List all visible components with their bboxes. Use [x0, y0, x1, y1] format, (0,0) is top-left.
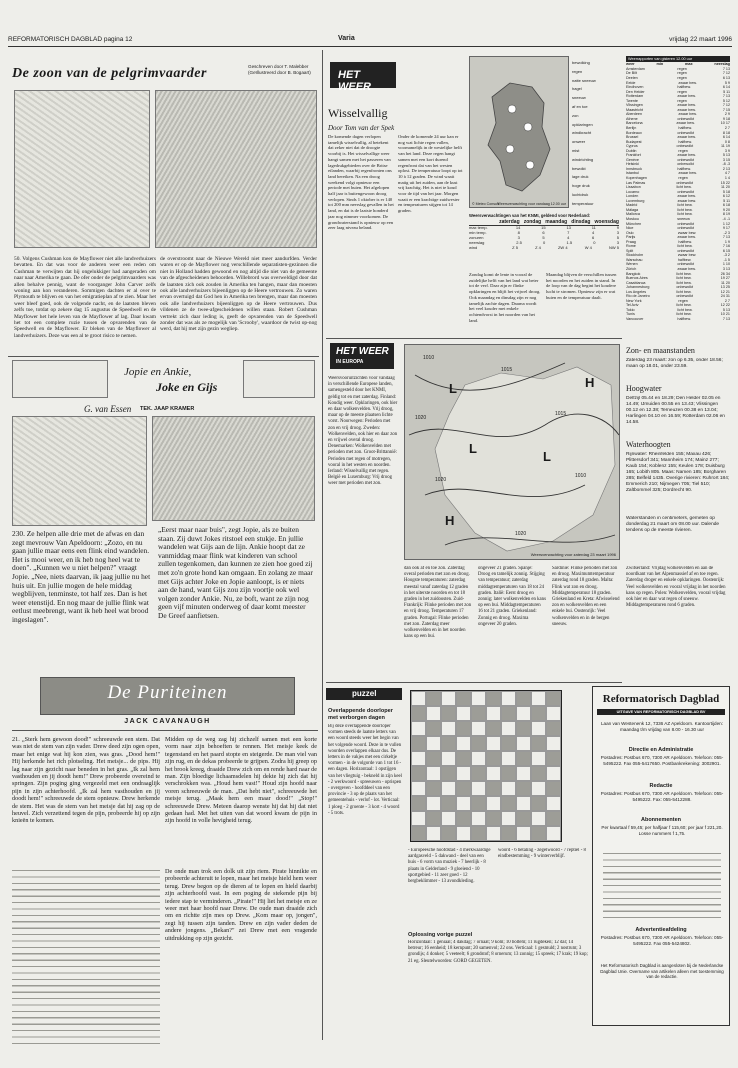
masthead-abo-title: Abonnementen — [640, 817, 682, 823]
puzzle-cell — [516, 736, 531, 751]
city-row: Málaga licht bew. 9 20 — [626, 207, 730, 212]
puzzle-cell — [546, 796, 561, 811]
legend-item: regen — [572, 68, 583, 74]
comic-panel-ship — [14, 90, 150, 248]
weather-map-nl — [469, 56, 569, 208]
puzzle-cell — [546, 691, 561, 706]
serial-text-filler-1 — [12, 868, 160, 1048]
city-row: Vlissingen zwaar bew. 7 12 — [626, 103, 730, 108]
city-row: Buenos Aires licht bew. 19 27 — [626, 276, 730, 281]
city-row: Frankfort zwaar bew. 5 13 — [626, 153, 730, 158]
city-row: Budapest halfbew. 0 8 — [626, 139, 730, 144]
puzzle-cell — [501, 781, 516, 796]
city-row: Genève onbewolkt 3 15 — [626, 157, 730, 162]
divider — [8, 356, 319, 357]
isobar-label: 1020 — [515, 531, 527, 537]
isobar-label: 1010 — [575, 473, 587, 479]
puzzle-cell — [531, 781, 546, 796]
puzzle-cell — [531, 766, 546, 781]
city-row: Berlijn halfbew. 2 7 — [626, 126, 730, 131]
serial-text-column-1: 21. „Sterk hem gewoon dood!" schreeuwde een stem. Dat was niet de stem van zijn vader. Drew deed zijn ogen open, maar het enige wat hij kon zien, was gras. „Dood hem!" Hij herkende het rich plotseling. Het meisje... de pips. Hij lag naar zijn gezicht naar beneden in het gras. „Ik zal hem vasthouden en jij doodt hem!" Drew probeerde overeind te springen. Zijn poging ging vergezeld met een ondraaglijk pijn in zijn achterhoofd. „Ik zal hem vasthouden en jij doodt hem!" schreeuwde de stem opnieuw. Drew herkende de stem. Het was de stem van het meisje dat hij zag op de heuvel. Zich verzettend tegen de pijn, probeerde hij op zijn knieën te komen. — [12, 736, 160, 825]
serial-title: De Puriteinen — [107, 682, 228, 703]
city-row: Rotterdam zwaar bew. 7 13 — [626, 94, 730, 99]
comic2-panel-street — [152, 416, 315, 521]
city-row: Lissabon licht bew. 11 20 — [626, 185, 730, 190]
puzzle-cell — [471, 706, 486, 721]
divider — [326, 338, 622, 339]
masthead-red-text: Postadres: Postbus 670, 7300 AR Apeldoorn. Telefoon: 055-5495222. Fax: 055-5412288. — [600, 791, 724, 802]
europe-weather-map — [404, 344, 620, 560]
puzzle-cell — [546, 766, 561, 781]
puzzle-cell — [501, 721, 516, 736]
comic-banner-art-left — [12, 360, 108, 398]
city-table-title: Weerrapporten van gisteren 12.00 uur — [626, 56, 730, 62]
puzzle-cell — [426, 706, 441, 721]
masthead-address: Laan van Westenenk 12, 7336 AZ Apeldoorn. Kantoortijden: maandag t/m vrijdag van 8.00 - 16.30 uur — [601, 721, 723, 732]
puzzle-cell — [501, 766, 516, 781]
forecast-row: neerslag 2.5 0 1.5 0 3 — [469, 239, 619, 245]
puzzle-cell — [441, 706, 456, 721]
puzzle-cell — [501, 826, 516, 841]
legend-item: sneeuw — [572, 95, 586, 101]
puzzle-cell — [456, 826, 471, 841]
weather-byline: Door Tom van der Spek — [328, 124, 395, 132]
city-weather-table — [626, 56, 730, 344]
puzzle-cell — [531, 721, 546, 736]
city-row: Barcelona zwaar bew. 10 17 — [626, 121, 730, 126]
puzzle-cell — [456, 781, 471, 796]
sun-text: Zaterdag 23 maart: zon op 6.35, onder 18.56; maan op 18.01, onder 23.59. — [626, 358, 723, 369]
forecast-day: woensdag — [594, 218, 619, 225]
legend-item: zon — [572, 112, 579, 118]
forecast-day: zaterdag — [499, 218, 520, 225]
pressure-low: L — [469, 441, 477, 456]
puzzle-cell — [411, 721, 426, 736]
header-paper-page: REFORMATORISCH DAGBLAD pagina 12 — [8, 36, 133, 43]
puzzle-text-column-2: - Europeesche hoofdstad - 4 merkwaardige aardgasveld - 5 dakwand - deel van een huis - 6 vorm van muziek - 7 heerlijk - 8 plaats in Gelderland - 9 gloeiend - 10 sportgebied - 11 zeer goed - 12 bergbeklimmer - 13 avondkleding. — [408, 848, 491, 885]
legend-item: natte sneeuw — [572, 77, 596, 83]
city-row: Las Palmas onbewolkt 15 22 — [626, 180, 730, 185]
puzzle-cell — [426, 721, 441, 736]
city-row: De Bilt regen 7 12 — [626, 71, 730, 76]
puzzle-cell — [426, 796, 441, 811]
puzzle-cell — [411, 736, 426, 751]
puzzle-cell — [486, 721, 501, 736]
comic-panel-crowd — [155, 90, 317, 248]
puzzle-cell — [411, 706, 426, 721]
puzzle-cell — [471, 781, 486, 796]
city-row: Oslo zwaar bew. -2 3 — [626, 230, 730, 235]
puzzle-cell — [411, 781, 426, 796]
puzzle-cell — [486, 706, 501, 721]
city-row: Tel Aviv licht bew. 12 22 — [626, 303, 730, 308]
puzzle-cell — [426, 766, 441, 781]
puzzle-cell — [546, 781, 561, 796]
puzzle-cell — [531, 736, 546, 751]
knmi-forecast-table — [469, 214, 619, 250]
comic-text-column-1: 50. Volgens Cushman kon de Mayflower niet alle landverhuizers bevatten. En dat was voor de anderen weer een reden om Cushman te verwijten dat hij ongelukkiger had aangeraden om naar naar Amerika te gaan. De ofer onder de pelgrimvaarders was allen behalve pennig, want de voorganger John Carver zelfs woning aan kon veranderen. Sommigen dachten er al over te Plymouth te blijven en van het emigratieplan af te zien. Maar het weer bleef goed, ook de volgende nacht, en de laatsten bleven zelfs toe, totdat op zekere dag 15 augustus de Speedwell en de Mayflower het hele leven van de Mayflower af lag. Daar kwam het tot een complete ruzie tussen de opvarenden van de Speedwell en de Mayflower. Er bleken van de Mayflower al landverhuizers. Deze was een al te groot risico te nemen. — [14, 256, 156, 339]
europe-text-column-5: Zwitserland: Vrijdag wolkenvelden en aan de noordkant van het Alpenmassief af en toe regen. Zaterdag droger en enkele opklaringen. Oostenrijk: Veel wolkenvelden en vooral vrijdag in het noorden kans op regen. Polen: Wolkenvelden, vooral vrijdag ook hier en daar wat regen of sneeuw. Middagtemperaturen rond 6 graden. — [626, 566, 726, 609]
forecast-day: zondag — [523, 218, 542, 225]
comic2-credit-author: G. van Essen — [84, 404, 132, 414]
puzzle-cell — [471, 721, 486, 736]
city-row: Luxemburg zwaar bew. 5 11 — [626, 198, 730, 203]
puzzle-cell — [456, 811, 471, 826]
puzzle-cell — [531, 811, 546, 826]
city-row: Stockholm zwaar bew. -3 2 — [626, 253, 730, 258]
serial-author: JACK CAVANAUGH — [124, 718, 211, 725]
isobar-label: 1015 — [501, 367, 513, 373]
europe-map-caption: Weersverwachting voor zaterdag 23 maart 1996 — [530, 552, 616, 557]
puzzle-cell — [471, 796, 486, 811]
comic2-panel-portrait — [12, 416, 147, 526]
puzzle-cell — [471, 766, 486, 781]
city-row: Warschau halfbew. -1 5 — [626, 257, 730, 262]
isobar-label: 1020 — [415, 415, 427, 421]
puzzle-cell — [471, 736, 486, 751]
puzzle-cell — [411, 691, 426, 706]
comic-text-column-2: de overstroomt naar de Nieuwe Wereld niet meer aandurfden. Verder waren er op de Mayflower nog verschillende separatisten-gezinnen die niet in Holland hadden gewoond en nog altijd die niet van de gemeente van de afgescheidenen behoorden. Willebrord was overweldigd door dat de laatsten zich ook zouden in Amerika ten hangen, maar dan moesten ook alle landverhuizers bijeenliggen op de Heere vertrouwen. Zo waren ervan overtuigd dat God hen in Amerika ten brengen, maar dan moesten ook alle landverhuizers bijeenliggen op de Heere vertrouwen. Dus vildenen ze de twee-afgescheidenen willen staan. Robert Cushman vertrekt zich daar leding is, geeft de opvarenden van de Speedwell zonder dat was als ze mogelijk van 'Scrooby', waardoor de twist op-nog werd, dat hij met zijn gezin wegliep. — [160, 256, 317, 333]
city-row: Cyprus onbewolkt 11 19 — [626, 144, 730, 149]
puzzle-cell — [426, 736, 441, 751]
water-levels-text: Rijnwater: Rheinfelden 155; Maxau 426; Plittersdorf 341; Mannheim 174; Mainz 277; Kaub 154; Koblenz 155; Keulen 178; Duisburg 165; Lobith 805. Maas: Namen 185; Borgharen 285; Belfeld 1435. Overige rivieren: Ruhrort 184; Emmerich 210; Nijmegen 705; Tiel 510; Zaltbommel 325; Dordrecht 90. — [626, 452, 730, 493]
legend-item: af en toe — [572, 103, 588, 109]
city-row: Den Helder regen 5 11 — [626, 89, 730, 94]
city-row: Eindhoven halfbew. 6 14 — [626, 85, 730, 90]
city-row: Londen zwaar bew. 6 12 — [626, 194, 730, 199]
legend-item: opklaringen — [572, 121, 593, 127]
comic-credit: Geschreven door T. Malebber (Geïllustreerd door B. Bogaart) — [248, 64, 311, 75]
city-row: Kopenhagen regen 1 4 — [626, 176, 730, 181]
masthead-dir-title: Directie en Administratie — [628, 747, 694, 753]
nl-map-graphic — [470, 57, 570, 209]
puzzle-cell — [456, 736, 471, 751]
puzzle-cell — [516, 751, 531, 766]
serial-text-column-3: De onde man trok een dolk uit zijn riem. Pirate hinnikte en probeerde achteruit te lopen, maar het meisje hield hem weer terug. Drew begon op de dieren af te lopen en hield daarbij zijn achterhoofd vast. In een poging de stekende pijn bij iedere stap te verminderen. „Pirate!" Hij liet het meisje en ze weer met haar hoofd naar Drew. De oude man draaide zich om en richtte zijn mes op Drew. „Kom maar op, jongen", zegt hij tussen zijn tanden. Drew en zijn vader deden de andere jongens. „Bekan?" zei Drew met een vragende uitdrukking op zijn gezicht. — [165, 868, 317, 942]
city-row: Johannesburg onbewolkt 13 25 — [626, 285, 730, 290]
city-row: Amsterdam regen 7 13 — [626, 66, 730, 71]
city-row: Zürich zwaar bew. 3 13 — [626, 266, 730, 271]
puzzle-cell — [441, 736, 456, 751]
city-table-body — [626, 67, 730, 322]
legend-item: hagel — [572, 86, 582, 92]
europe-text-column-3: ongeveer 21 graden. Spanje: Droog en tamelijk zonnig. Stijging van temperatuur; zaterdag middagtemperaturen van 18 tot 24 graden. Italië: Eerst droog en zonnig; later wolkenvelden en kans op een bui. Middagtemperaturen 16 tot 21 graden. Griekenland: Zonnig en droog. Maxima ongeveer 20 graden. — [478, 566, 546, 627]
puzzle-cell — [516, 826, 531, 841]
water-levels-note: Waterstanden in centimeters, gemeten op donderdag 21 maart om 08.00 uur. Dalende tendens op de meeste rivieren. — [626, 516, 720, 533]
city-row: München onbewolkt 1 12 — [626, 221, 730, 226]
weather-title: Wisselvallig — [328, 106, 388, 120]
city-row: Dublin regen 3 9 — [626, 148, 730, 153]
city-row: Nice onbewolkt 9 17 — [626, 226, 730, 231]
city-row: Rome licht bew. 7 16 — [626, 244, 730, 249]
puzzle-cell — [546, 736, 561, 751]
water-levels-title: Waterhoogten — [626, 440, 671, 449]
puzzle-cell — [456, 721, 471, 736]
city-row: Eelde zwaar bew. 5 9 — [626, 80, 730, 85]
puzzle-cell — [441, 721, 456, 736]
puzzle-cell — [486, 811, 501, 826]
puzzle-cell — [441, 691, 456, 706]
page-header — [8, 36, 732, 47]
puzzle-cell — [426, 751, 441, 766]
puzzle-cell — [486, 736, 501, 751]
city-row: Aberdeen zwaar bew. 2 9 — [626, 112, 730, 117]
puzzle-cell — [486, 796, 501, 811]
legend-item: windrichting — [572, 156, 594, 162]
city-row: Innsbruck halfbew. 2 13 — [626, 166, 730, 171]
city-row: Locarno onbewolkt 5 18 — [626, 189, 730, 194]
europe-badge-label: HET WEER — [336, 346, 389, 357]
weather-text-column-1: De komende dagen verlopen tamelijk wisselvallig, al betekent dat zeker niet dat de droogte voorbij is. Het wisselvallige weer hangt samen met het passeren van lagedrukgebieden over de Britse eilanden, waarbij regenfronten ons land bereiken. Na een droog weekend volgt opnieuw een periode met buien. Het afgelopen half jaar is buitengewoon droog verlopen. Sinds 1 oktober is er 140 tot 200 mm neerslag gevallen in het land, en dat is de laatste honderd jaar nog nimmer voorkomen. De grondwaterstand is opnieuw op een zeer laag niveau beland. — [328, 134, 394, 231]
city-row: Bordeaux onbewolkt 8 18 — [626, 130, 730, 135]
puzzle-cell — [471, 751, 486, 766]
divider — [12, 730, 318, 731]
puzzle-cell — [486, 766, 501, 781]
comic2-credit-art: TEK. JAAP KRAMER — [140, 406, 195, 412]
masthead-box — [592, 686, 730, 1026]
puzzle-cell — [501, 751, 516, 766]
puzzle-cell — [441, 766, 456, 781]
city-row: Tokio licht bew. 5 13 — [626, 307, 730, 312]
puzzle-cell — [516, 691, 531, 706]
puzzle-cell — [441, 781, 456, 796]
puzzle-cell — [531, 751, 546, 766]
serial-banner — [40, 677, 295, 715]
puzzle-cell — [456, 691, 471, 706]
pressure-high: H — [445, 513, 455, 528]
city-row: Twente regen 5 12 — [626, 98, 730, 103]
legend-item: hoge druk — [572, 183, 590, 189]
header-section: Varia — [338, 35, 355, 42]
puzzle-cell — [531, 796, 546, 811]
masthead-adv-text: Postadres: Postbus 670, 7300 AR Apeldoorn. Telefoon: 055-5495222. Fax 055-5424802. — [600, 935, 724, 946]
masthead-dir-text: Postadres: Postbus 670, 7300 AR Apeldoorn. Telefoon: 055-5495222. Fax 055-5417650. Postbankrekening: 3002901. — [600, 755, 724, 766]
puzzle-cell — [411, 796, 426, 811]
legend-item: mist — [572, 147, 580, 153]
city-row: Vancouver halfbew. 7 13 — [626, 316, 730, 321]
puzzle-cell — [441, 751, 456, 766]
tide-title: Hoogwater — [626, 384, 662, 393]
puzzle-cell — [501, 706, 516, 721]
legend-item: luchtdruk — [572, 191, 589, 197]
masthead-foot-text: Het Reformatorisch Dagblad is aangesloten bij de Nederlandse Dagblad Unie. Overname van artikelen alleen met toestemming van de redactie. — [600, 963, 724, 980]
city-row: Los Angeles licht bew. 12 21 — [626, 289, 730, 294]
comic2-text-column-2: „Eerst maar naar buis", zegt Jopie, als ze buiten staan. Zij duwt Jokes ritstoel een stukje. En jullie wandelen wat Gijs aan de lijn. Ankie hoopt dat ze vanmiddag maar flink wat kinderen van school zullen tegenkomen, dan kunnen ze zien hoe goed zij met zo'n grote hond kan omgaan. En zolang ze maar met Gijs achter Joke en Jopie aanloopt, is er niets aan de hand, want Gijs zou zijn voortje ook wel volgen zonder Ankie. Nu, ze boft, want ze zijn nog geen vijf minuten onderweg of daar komt meester De Greef aanfietsen. — [158, 526, 313, 620]
legend-item: windkracht — [572, 130, 592, 136]
comic2-text-column-1: 230. Ze helpen alle drie met de afwas en dan zegt mevrouw Van Apeldoorn: „Zozo, en nu gaan jullie maar eens een flink eind wandelen. Het is mooi weer, en ik heb nog heel wat te doen". „Kunnen we u niet helpen?" vraagt Jopie. „Nee, niets daarvan, ik jaag jullie nu het huis uit. En jullie mogen de hele middag wegblijven, tenminste, tot half zes. Dan is het weer etenstijd. En nog maar de jullie flink wat eetlust meebrengt, want ik heb heel wat brood ingeslagen". — [12, 530, 151, 624]
isobar-label: 1015 — [555, 411, 567, 417]
puzzle-cell — [486, 751, 501, 766]
europe-text-column-1: Weersvooruitzichten voor vandaag in verschillende Europese landen, samengesteld door het KNMI, geldig tot en met zaterdag. Finland: Koudig weer. Opklaringen, ook hier en daar wolkenvelden. Vrij droog, maar op de meeste plaatsen lichte vorst. Noorwegen: Perioden met zon en vrij droog. Zweden: Wolkenvelden, ook hier en daar zon en vrijwel overal droog. Denemarken: Wolkenvelden met perioden met zon. Groot-Brittannië: Perioden met regen of motregen, vooral in het westen en noorden. Ierland: Wisselvallig met regen. België en Luxemburg: Vrij droog weer met perioden met zon. — [328, 376, 398, 487]
puzzle-cell — [456, 706, 471, 721]
puzzle-cell — [501, 811, 516, 826]
puzzle-cell — [516, 796, 531, 811]
legend-item: temperatuur — [572, 200, 594, 206]
puzzle-cell — [516, 721, 531, 736]
puzzle-cell — [546, 751, 561, 766]
puzzle-cell — [546, 826, 561, 841]
forecast-day: dinsdag — [571, 218, 591, 225]
tide-text: Delfzijl 05.44 en 18.29; Den Helder 02.05 en 14.49; IJmuiden 00.55 en 13.43; Vlissingen 00.12 en 12.38; Terneuzen 00.38 en 13.04; Harlingen 04.10 en 16.59; Rotterdam 02.06 en 14.58. — [626, 396, 725, 425]
puzzle-text-column-1: Bij deze overlappende doorloper vormen steeds de laatste letters van een woord steeds weer het begin van het volgende woord. Deze in te vullen woorden overlappen elkaar dus. De letters in de vakjes met een cirkeltje vormen - in de volgorde van 1 tot 16 - een dagen. Horizontaal: 1 opstijgen van het vliegtuig - bekneld in zijn keel - 2 werkwoord - spreeuwen - oprispen - overgeven - hoofddeel van een provincie - 3 op de plaats van het gemeentehuis - verlof - lot. Verticaal: 1 ploeg - 2 groente - 3 kort - 4 woord - 5 trots. — [328, 724, 402, 816]
city-row: Parijs zwaar bew. 7 13 — [626, 235, 730, 240]
puzzle-cell — [516, 766, 531, 781]
masthead-adv-title: Advertentieafdeling — [635, 927, 687, 933]
puzzle-cell — [441, 796, 456, 811]
comic2-title-line-1: Jopie en Ankie, — [124, 366, 192, 378]
puzzle-grid — [410, 690, 562, 842]
puzzle-cell — [456, 751, 471, 766]
comic2-title-line-2: Joke en Gijs — [156, 380, 218, 394]
city-row: Brussel zwaar bew. 6 14 — [626, 135, 730, 140]
city-row: Bangkok licht bew. 26 34 — [626, 271, 730, 276]
masthead-tagline: UITGAVE VAN REFORMATORISCH DAGBLAD BV — [597, 709, 725, 715]
forecast-row: zonuren 3 5 4 6 5 — [469, 234, 619, 240]
weather-legend — [572, 60, 618, 210]
masthead-abo-text: Per kwartaal f 59,45; per halfjaar f 115,60; per jaar f 221,20. Losse nummers f 1,75. — [601, 825, 723, 836]
legend-item: onweer — [572, 139, 586, 145]
europe-badge — [330, 343, 394, 369]
puzzle-cell — [426, 691, 441, 706]
puzzle-cell — [486, 826, 501, 841]
weather-badge — [330, 62, 396, 93]
puzzle-cell — [441, 826, 456, 841]
puzzle-cell — [441, 811, 456, 826]
puzzle-cell — [426, 826, 441, 841]
puzzle-cell — [471, 811, 486, 826]
forecast-row: min temp. 8 6 7 4 3 — [469, 229, 619, 235]
city-row: Moskou sneeuw -4 -1 — [626, 216, 730, 221]
puzzle-cell — [486, 781, 501, 796]
city-row: Athene onbewolkt 9 18 — [626, 116, 730, 121]
europe-text-column-2: dan ook af en toe zon. Zaterdag overal perioden met zon en droog. Hoogste temperaturen: zaterdag meestal vanaf zaterdag 12 graden in het uiterste noorden en tot 18 graden in het zuidoosten. Zuid-Frankrijk: Flinke perioden met zon en vrij droog. Temperaturen 17 graden. Portugal: Flinke perioden met zon. Zaterdag meer wolkenvelden en in het noorden kans op een bui. — [404, 566, 472, 640]
serial-text-column-2: Midden op de weg zag hij zichzelf samen met een korte vorm naar zijn behoeften te rennen. Het meisje keek de tegenstand en het paard stopte en steigerde. De man viel van zijn rug, en de dekas probeerde te grijpen. Zodra hij greep op het brook kreeg, draaide Drew zich om en rende hard naar de man. Zijn bloedige lichaamsdelen hij dekte hij zich dat hij verschrokken was. „Houd hem vast!" Houd zijn hoofd naar voren schreeuwde de man. „Dat hebt niet", schreeuwde het meisje terug. „Maak hem een maar dood!" „Stop!" schreeuwde Drew. Meteen daarop wenste hij dat hij dat niet gedaan had. Met het uiten van dat woord kwam de pijn in zijn hoofd in volle hevigheid terug. — [165, 736, 317, 825]
puzzle-cell — [486, 691, 501, 706]
puzzle-cell — [546, 721, 561, 736]
city-row: Istanbul zwaar bew. 4 7 — [626, 171, 730, 176]
pressure-low: L — [449, 381, 457, 396]
header-date: vrijdag 22 maart 1996 — [669, 36, 732, 43]
puzzle-cell — [456, 766, 471, 781]
city-row: New York regen 2 7 — [626, 298, 730, 303]
puzzle-cell — [501, 736, 516, 751]
city-row: Wenen onbewolkt 1 10 — [626, 262, 730, 267]
masthead-title: Reformatorisch Dagblad — [602, 693, 720, 705]
puzzle-cell — [426, 811, 441, 826]
puzzle-cell — [411, 826, 426, 841]
weather-map-credit: © Meteo Consult — [472, 202, 499, 206]
city-row: Deelen regen 6 13 — [626, 76, 730, 80]
weather-map-caption: Weersverwachting voor vandaag 12.00 uur — [497, 202, 566, 206]
puzzle-cell — [546, 706, 561, 721]
puzzle-cell — [516, 781, 531, 796]
puzzle-cell — [531, 691, 546, 706]
weather-text-column-4: Maandag blijven de verschillen tussen het noorden en het zuiden in stand. In de loop van de dag begint het koudere lucht te stromen. Opnieuw zijn er wat buien en de temperatuur daalt. — [546, 272, 617, 300]
masthead-filler — [603, 851, 721, 921]
puzzle-cell — [456, 796, 471, 811]
city-row: Split onbewolkt 6 15 — [626, 248, 730, 253]
pressure-high: H — [585, 375, 595, 390]
puzzle-cell — [501, 691, 516, 706]
isobar-label: 1020 — [435, 477, 447, 483]
city-row: Praag halfbew. 1 9 — [626, 239, 730, 244]
weather-text-column-2: Onder de komende 24 uur kan er nog wat lichte regen vallen, voornamelijk in de westelijke helft van het land. Deze regen hangt samen met een kort durend regenfront dat van het westen oplost. De temperatuur loopt op tot 10 à 12 graden. De wind waait matig uit het zuiden, aan de kust vrij krachtig. Het is niet te koud voor de tijd van het jaar. Morgen waait er een krachtige zuidwester en temperaturen stijgen tot 14 graden. — [398, 134, 463, 214]
puzzle-cell — [471, 826, 486, 841]
isobar-label: 1010 — [423, 355, 435, 361]
puzzle-text-column-3: woord - 6 betaling - zegelwoord - 7 reptiel - 8 eindbestemming - 9 winterverblijf. — [498, 848, 586, 860]
city-row: Tunis licht bew. 10 21 — [626, 312, 730, 317]
forecast-row: wind Z 5 Z 4 ZW 4 W 4 NW 5 — [469, 244, 619, 250]
comic-banner-art-right — [243, 360, 315, 398]
puzzle-solution-title: Oplossing vorige puzzel — [408, 932, 473, 938]
puzzle-cell — [546, 811, 561, 826]
forecast-row: max temp. 14 15 13 11 9 — [469, 224, 619, 230]
city-row: Helsinki onbewolkt -8 -3 — [626, 162, 730, 167]
puzzle-cell — [411, 766, 426, 781]
legend-item: bewolking — [572, 60, 590, 65]
city-row: Rio de Janeiro onbewolkt 24 31 — [626, 294, 730, 299]
puzzle-badge — [326, 688, 402, 700]
pressure-low: L — [543, 449, 551, 464]
sun-title: Zon- en maanstanden — [626, 346, 695, 355]
puzzle-cell — [426, 781, 441, 796]
column-divider — [322, 50, 323, 1040]
puzzle-subtitle: Overlappende doorloper met verborgen dagen — [328, 708, 393, 721]
puzzle-cell — [531, 826, 546, 841]
city-row: Casablanca licht bew. 11 20 — [626, 280, 730, 285]
divider — [326, 682, 622, 683]
puzzle-solution-text: Horizontaal: 1 geniaal; 4 dakdag; 7 ornaat; 9 kom; 10 boltem; 11 rugdeken; 12 dal; 14 betreur; 16 eenheid; 18 kernpunt; 20 samenvol; 22 ons. Verticaal: 1 gesmuld; 2 nostrum; 3 grondijs; 4 donker; 5 veeteelt; 6 grondstof; 8 ornerum; 13 zonnig; 15 spreek; 17 krak; 19 kop; 21 eg. Sleutelwoorden: GORD GEGETEN. — [408, 940, 588, 964]
puzzle-cell — [516, 706, 531, 721]
europe-badge-sub: IN EUROPA — [336, 359, 364, 365]
forecast-day: maandag — [545, 218, 568, 225]
puzzle-cell — [411, 751, 426, 766]
comic-title: De zoon van de pelgrimvaarder — [12, 66, 207, 81]
weather-badge-label: HET WEER — [338, 69, 371, 93]
masthead-red-title: Redactie — [649, 783, 673, 789]
legend-item: lage druk — [572, 174, 589, 180]
legend-item: bewolkt — [572, 165, 586, 171]
puzzle-title: puzzel — [352, 689, 377, 698]
puzzle-cell — [501, 796, 516, 811]
europe-text-column-4: Sardinië: Flinke perioden met zon en droog. Maximumtemperatuur zaterdag rond 18 graden. Malta: Flink wat zon en droog. Middagtemperatuur 18 graden. Griekenland en Kreta: Afwisselend zon en wolkenvelden en een enkele bui. Oostenrijk: Veel wolkenvelden en in de bergen sneeuw. — [552, 566, 620, 627]
city-table-header: weer min max neerslag — [626, 62, 730, 66]
city-row: Mallorca licht bew. 8 19 — [626, 212, 730, 217]
puzzle-cell — [516, 811, 531, 826]
forecast-title: Weersverwachtingen van het KNMI, geldend voor Nederland: — [469, 213, 591, 218]
puzzle-cell — [411, 811, 426, 826]
puzzle-cell — [471, 691, 486, 706]
weather-text-column-3: Zondag komt de lente in vooral de zuidelijke helft van het land wat beter tot de verf. Daar zijn er flinke opklaringen en blijft het vrijwel droog. Ook maandag en dinsdag zijn er nog tamelijk zachte dagen. Daarna wordt het veel kouder met enkele ochtendvorst in het noorden van het land. — [469, 272, 541, 323]
city-row: Madrid licht bew. 6 18 — [626, 203, 730, 208]
puzzle-cell — [531, 706, 546, 721]
city-row: Maastricht zwaar bew. 7 15 — [626, 107, 730, 112]
